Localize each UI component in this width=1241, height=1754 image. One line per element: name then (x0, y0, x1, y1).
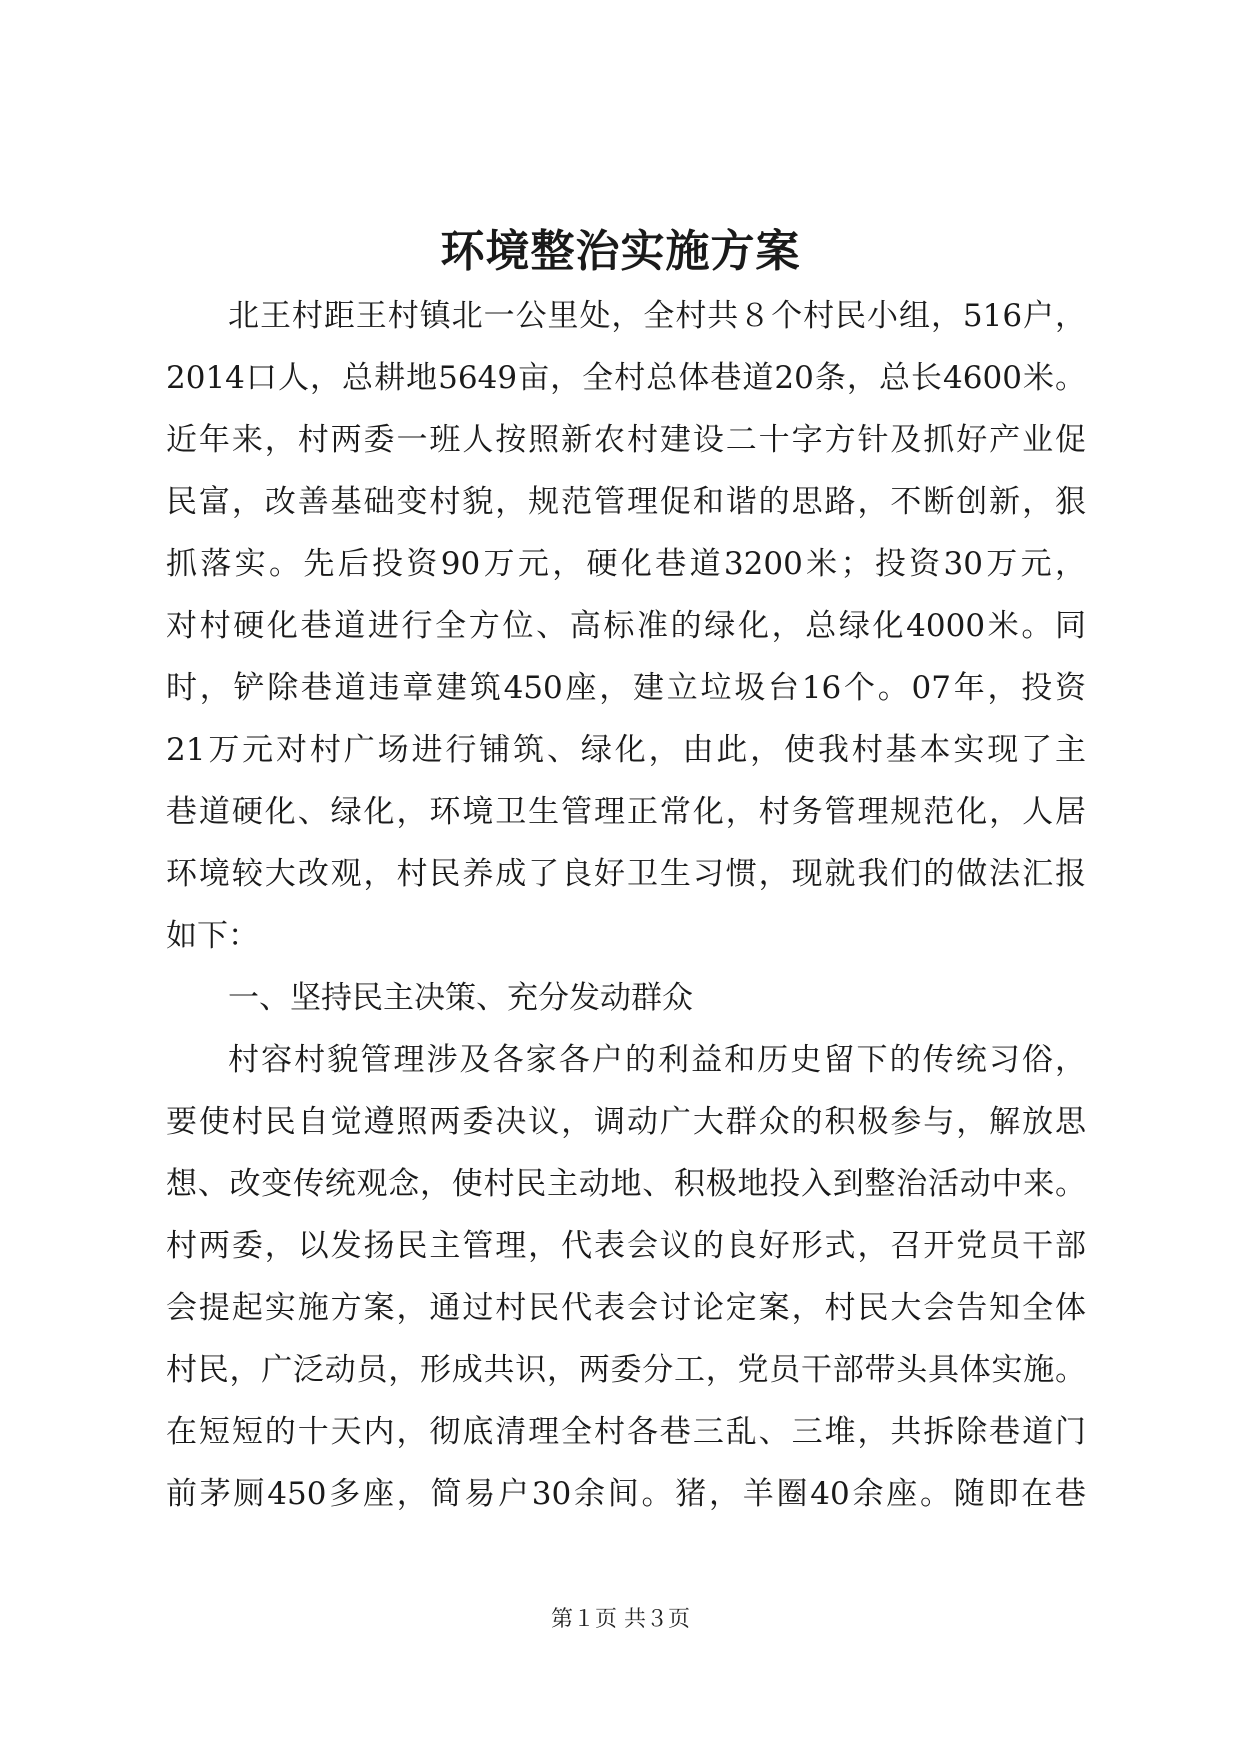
paragraph-1-line: 环境较大改观，村民养成了良好卫生习惯，现就我们的做法汇报 (166, 856, 1086, 892)
paragraph-2-line: 会提起实施方案，通过村民代表会讨论定案，村民大会告知全体 (166, 1290, 1086, 1326)
paragraph-1-line: 2014口人，总耕地5649亩，全村总体巷道20条，总长4600米。 (166, 360, 1086, 396)
page-footer: 第１页 共３页 (551, 1607, 690, 1632)
paragraph-1-line: 21万元对村广场进行铺筑、绿化，由此，使我村基本实现了主 (166, 732, 1086, 768)
paragraph-2-line: 要使村民自觉遵照两委决议，调动广大群众的积极参与，解放思 (166, 1104, 1086, 1140)
paragraph-1-line: 北王村距王村镇北一公里处，全村共８个村民小组，516户， (228, 298, 1086, 334)
paragraph-1-line: 民富，改善基础变村貌，规范管理促和谐的思路，不断创新，狠 (166, 484, 1086, 520)
section-heading: 一、坚持民主决策、充分发动群众 (228, 980, 693, 1016)
paragraph-1-line: 对村硬化巷道进行全方位、高标准的绿化，总绿化4000米。同 (166, 608, 1086, 644)
paragraph-2-line: 在短短的十天内，彻底清理全村各巷三乱、三堆，共拆除巷道门 (166, 1414, 1086, 1450)
paragraph-2-line: 村民，广泛动员，形成共识，两委分工，党员干部带头具体实施。 (166, 1352, 1086, 1388)
paragraph-1-line: 近年来，村两委一班人按照新农村建设二十字方针及抓好产业促 (166, 422, 1086, 458)
paragraph-1-line: 巷道硬化、绿化，环境卫生管理正常化，村务管理规范化，人居 (166, 794, 1086, 830)
paragraph-1-line: 时，铲除巷道违章建筑450座，建立垃圾台16个。07年，投资 (166, 670, 1086, 706)
paragraph-1-line: 如下： (166, 918, 259, 954)
document-title: 环境整治实施方案 (440, 226, 801, 277)
paragraph-2-line: 村容村貌管理涉及各家各户的利益和历史留下的传统习俗， (228, 1042, 1086, 1078)
paragraph-2-line: 村两委，以发扬民主管理，代表会议的良好形式，召开党员干部 (166, 1228, 1086, 1264)
paragraph-2-line: 前茅厕450多座，简易户30余间。猪，羊圈40余座。随即在巷 (166, 1476, 1086, 1512)
paragraph-2-line: 想、改变传统观念，使村民主动地、积极地投入到整治活动中来。 (166, 1166, 1086, 1202)
paragraph-1-line: 抓落实。先后投资90万元，硬化巷道3200米；投资30万元， (166, 546, 1086, 582)
